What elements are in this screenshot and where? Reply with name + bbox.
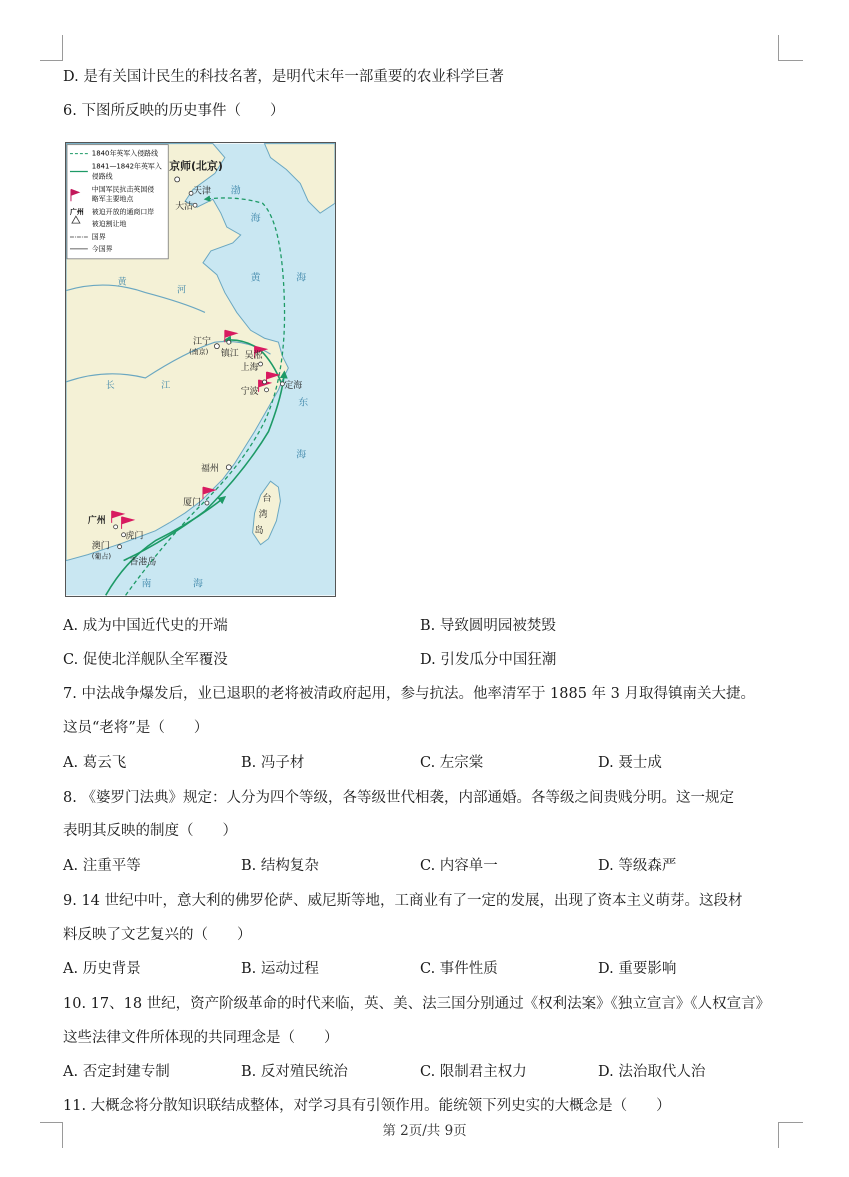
svg-text:京师(北京): 京师(北京) — [169, 159, 223, 173]
svg-text:吴淞: 吴淞 — [244, 351, 263, 362]
svg-text:(南京): (南京) — [189, 348, 209, 357]
svg-text:国界: 国界 — [91, 232, 106, 241]
svg-text:定海: 定海 — [284, 380, 303, 391]
svg-text:大沽: 大沽 — [175, 202, 194, 213]
svg-text:岛: 岛 — [254, 525, 264, 536]
svg-text:福州: 福州 — [200, 464, 219, 475]
svg-text:1841—1842年英军入: 1841—1842年英军入 — [91, 162, 162, 171]
q7-stem-line1: 7. 中法战争爆发后，业已退职的老将被清政府起用，参与抗法。他率清军于 1885 年 3 月取得镇南关大捷。 — [63, 686, 756, 702]
q10-option-b: B. 反对殖民统治 — [241, 1064, 348, 1080]
q5-option-d: D. 是有关国计民生的科技名著，是明代末年一部重要的农业科学巨著 — [63, 69, 504, 85]
q7-option-a: A. 葛云飞 — [63, 755, 127, 771]
q9-stem-line1: 9. 14 世纪中叶，意大利的佛罗伦萨、威尼斯等地，工商业有了一定的发展，出现了资本主义萌芽。这段材 — [63, 893, 743, 909]
svg-text:被迫割让地: 被迫割让地 — [91, 220, 127, 229]
svg-text:今国界: 今国界 — [91, 244, 113, 253]
svg-text:虎门: 虎门 — [125, 531, 144, 542]
q8-stem-line2: 表明其反映的制度（ ） — [63, 823, 237, 839]
q10-stem-line2: 这些法律文件所体现的共同理念是（ ） — [63, 1030, 339, 1046]
q6-option-a: A. 成为中国近代史的开端 — [63, 618, 228, 634]
q6-stem: 6. 下图所反映的历史事件（ ） — [63, 103, 285, 119]
q10-option-c: C. 限制君主权力 — [420, 1064, 527, 1080]
svg-text:宁波: 宁波 — [240, 386, 259, 397]
q8-option-b: B. 结构复杂 — [241, 858, 319, 874]
svg-text:黄: 黄 — [117, 277, 127, 288]
q6-option-b: B. 导致圆明园被焚毁 — [420, 618, 556, 634]
svg-text:海: 海 — [250, 213, 261, 225]
crop-mark-top-right — [778, 35, 803, 61]
svg-text:中国军民抗击英国侵: 中国军民抗击英国侵 — [91, 185, 155, 194]
svg-text:海: 海 — [296, 449, 307, 461]
opium-war-map — [65, 142, 336, 597]
svg-text:南: 南 — [141, 578, 152, 590]
q10-option-a: A. 否定封建专制 — [63, 1064, 170, 1080]
svg-text:略军主要地点: 略军主要地点 — [91, 195, 134, 204]
q6-option-d: D. 引发瓜分中国狂潮 — [420, 652, 557, 668]
page-footer: 第 2页/共 9页 — [382, 1123, 467, 1139]
svg-text:东: 东 — [298, 397, 309, 409]
svg-text:厦门: 厦门 — [183, 497, 201, 508]
svg-text:渤: 渤 — [230, 185, 241, 197]
svg-text:海: 海 — [193, 578, 203, 590]
svg-text:(葡占): (葡占) — [91, 552, 112, 561]
svg-text:镇江: 镇江 — [220, 349, 239, 360]
svg-text:侵路线: 侵路线 — [91, 172, 113, 181]
svg-text:湾: 湾 — [258, 509, 268, 520]
svg-text:香港岛: 香港岛 — [129, 557, 157, 568]
q11-stem: 11. 大概念将分散知识联结成整体，对学习具有引领作用。能统领下列史实的大概念是（ ） — [63, 1098, 671, 1114]
q7-option-c: C. 左宗棠 — [420, 755, 484, 771]
q7-stem-line2: 这员“老将”是（ ） — [63, 720, 209, 736]
svg-text:江宁: 江宁 — [193, 337, 211, 348]
svg-text:上海: 上海 — [240, 362, 259, 373]
svg-text:广州: 广州 — [87, 515, 106, 526]
svg-text:海: 海 — [296, 272, 307, 284]
svg-text:长: 长 — [105, 380, 115, 391]
svg-text:台: 台 — [262, 494, 272, 505]
svg-text:1840年英军入侵路线: 1840年英军入侵路线 — [91, 149, 159, 158]
q8-option-c: C. 内容单一 — [420, 858, 498, 874]
q10-stem-line1: 10. 17、18 世纪，资产阶级革命的时代来临，英、美、法三国分别通过《权利法案》《独立宣言》《人权宣言》 — [63, 996, 771, 1012]
q7-option-d: D. 聂士成 — [598, 755, 662, 771]
svg-text:广州: 广州 — [69, 208, 84, 217]
svg-text:江: 江 — [161, 380, 171, 391]
q7-option-b: B. 冯子材 — [241, 755, 305, 771]
q8-stem-line1: 8. 《婆罗门法典》规定：人分为四个等级，各等级世代相袭，内部通婚。各等级之间贵贱分明。这一规定 — [63, 790, 734, 806]
q9-option-d: D. 重要影响 — [598, 961, 677, 977]
svg-text:黄: 黄 — [250, 272, 261, 284]
q10-option-d: D. 法治取代人治 — [598, 1064, 706, 1080]
q8-option-a: A. 注重平等 — [63, 858, 141, 874]
q9-option-b: B. 运动过程 — [241, 961, 319, 977]
q9-option-c: C. 事件性质 — [420, 961, 498, 977]
svg-text:澳门: 澳门 — [91, 541, 110, 552]
svg-text:天津: 天津 — [193, 186, 211, 197]
q9-option-a: A. 历史背景 — [63, 961, 141, 977]
q8-option-d: D. 等级森严 — [598, 858, 677, 874]
crop-mark-top-left — [40, 35, 63, 61]
q6-option-c: C. 促使北洋舰队全军覆没 — [63, 652, 228, 668]
q9-stem-line2: 料反映了文艺复兴的（ ） — [63, 927, 252, 943]
svg-text:被迫开放的通商口岸: 被迫开放的通商口岸 — [91, 208, 155, 217]
svg-text:河: 河 — [177, 285, 187, 296]
